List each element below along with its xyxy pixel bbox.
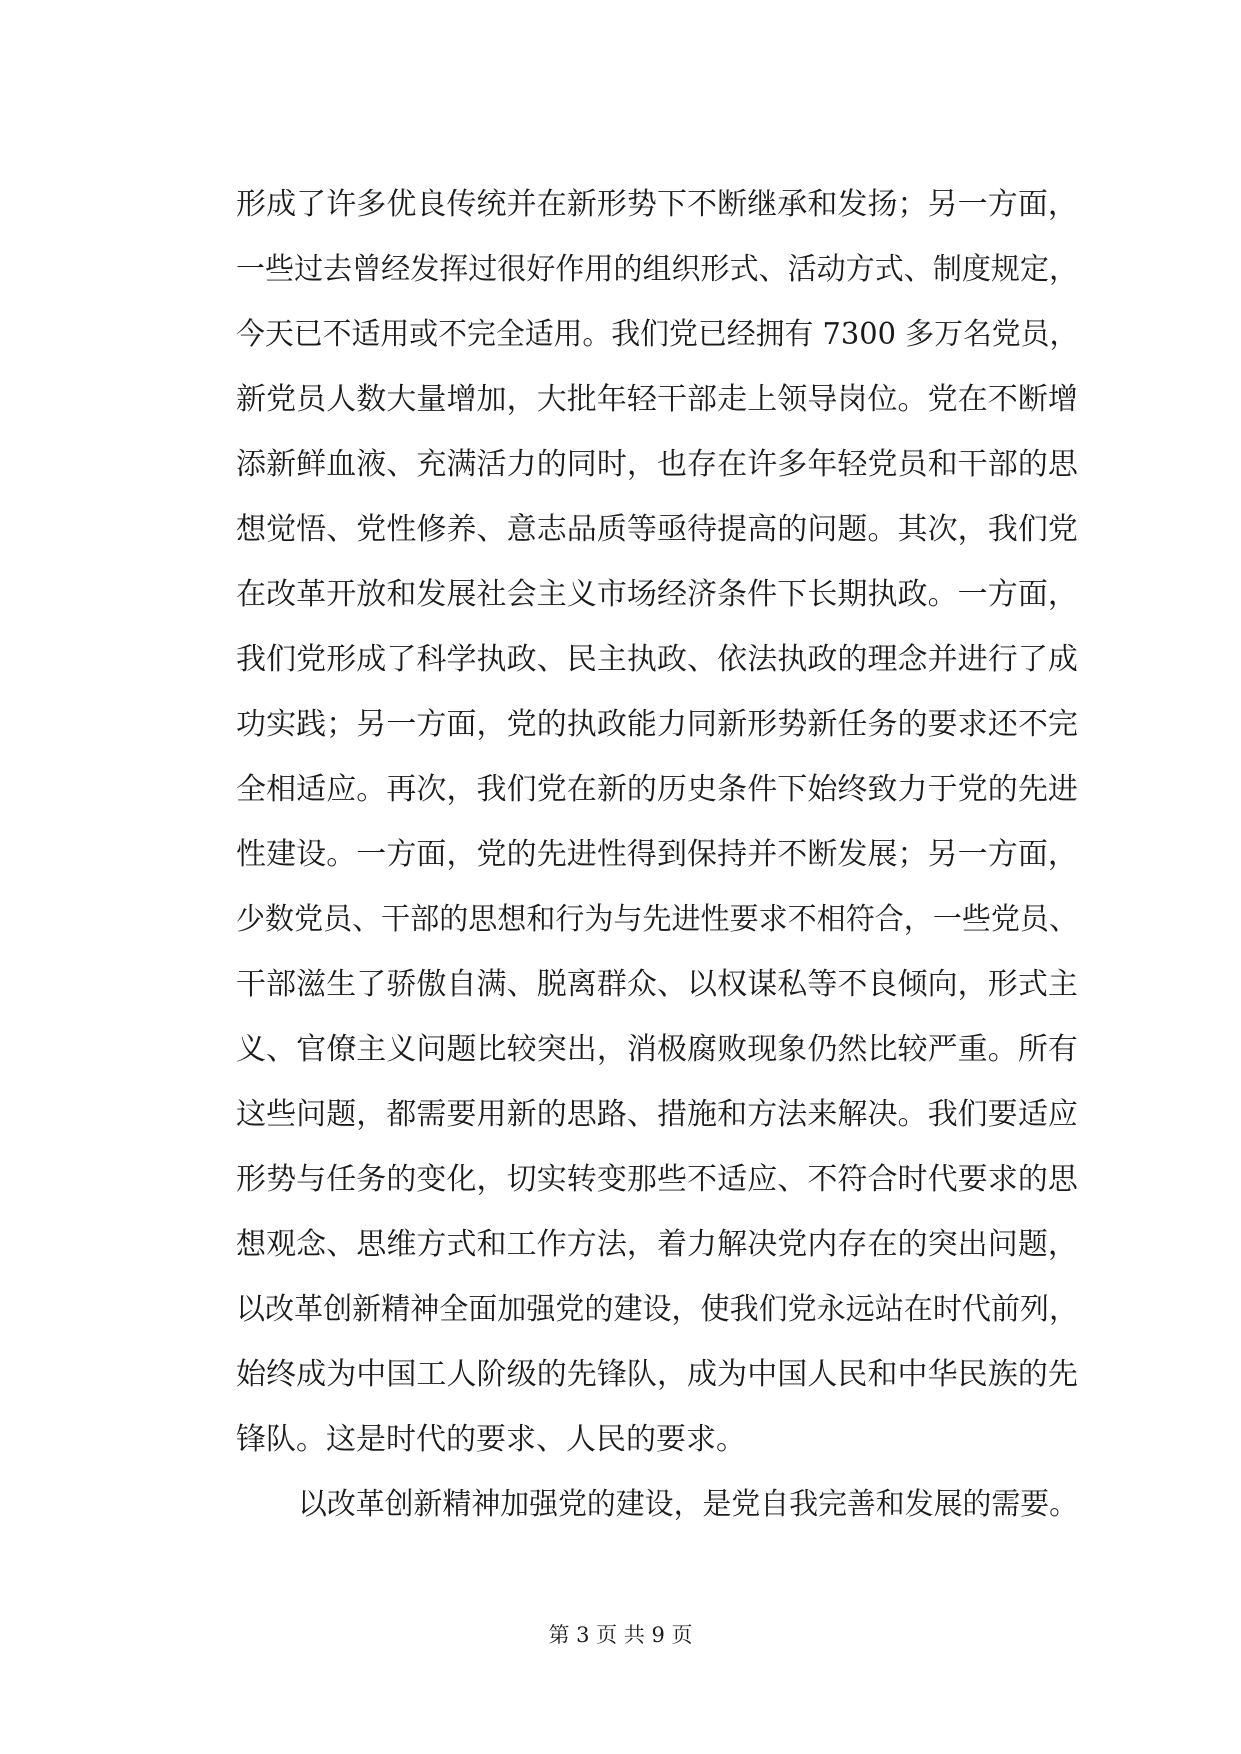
- text-line: 想觉悟、党性修养、意志品质等亟待提高的问题。其次，我们党: [236, 512, 1078, 547]
- text-line: 在改革开放和发展社会主义市场经济条件下长期执政。一方面，: [236, 577, 1078, 612]
- text-line: 新党员人数大量增加，大批年轻干部走上领导岗位。党在不断增: [236, 382, 1078, 417]
- text-line: 我们党形成了科学执政、民主执政、依法执政的理念并进行了成: [236, 642, 1078, 677]
- text-line: 一些过去曾经发挥过很好作用的组织形式、活动方式、制度规定，: [236, 252, 1078, 287]
- text-line: 今天已不适用或不完全适用。我们党已经拥有 7300 多万名党员，: [236, 317, 1079, 352]
- text-line: 形势与任务的变化，切实转变那些不适应、不符合时代要求的思: [236, 1162, 1078, 1197]
- text-line: 形成了许多优良传统并在新形势下不断继承和发扬；另一方面，: [236, 187, 1078, 222]
- text-line: 以改革创新精神全面加强党的建设，使我们党永远站在时代前列，: [236, 1292, 1078, 1327]
- text-line: 性建设。一方面，党的先进性得到保持并不断发展；另一方面，: [236, 837, 1078, 872]
- text-line: 锋队。这是时代的要求、人民的要求。: [236, 1422, 746, 1457]
- text-line: 始终成为中国工人阶级的先锋队，成为中国人民和中华民族的先: [236, 1357, 1078, 1392]
- text-line: 义、官僚主义问题比较突出，消极腐败现象仍然比较严重。所有: [236, 1032, 1078, 1067]
- paragraph-first-line: 以改革创新精神加强党的建设，是党自我完善和发展的需要。: [298, 1487, 1079, 1522]
- text-line: 功实践；另一方面，党的执政能力同新形势新任务的要求还不完: [236, 707, 1078, 742]
- text-line: 少数党员、干部的思想和行为与先进性要求不相符合，一些党员、: [236, 902, 1078, 937]
- text-line: 全相适应。再次，我们党在新的历史条件下始终致力于党的先进: [236, 772, 1078, 807]
- text-line: 这些问题，都需要用新的思路、措施和方法来解决。我们要适应: [236, 1097, 1078, 1132]
- text-line: 干部滋生了骄傲自满、脱离群众、以权谋私等不良倾向，形式主: [236, 967, 1078, 1002]
- text-line: 想观念、思维方式和工作方法，着力解决党内存在的突出问题，: [236, 1227, 1078, 1262]
- text-line: 添新鲜血液、充满活力的同时，也存在许多年轻党员和干部的思: [236, 447, 1078, 482]
- page-number-footer: 第 3 页 共 9 页: [548, 1623, 693, 1647]
